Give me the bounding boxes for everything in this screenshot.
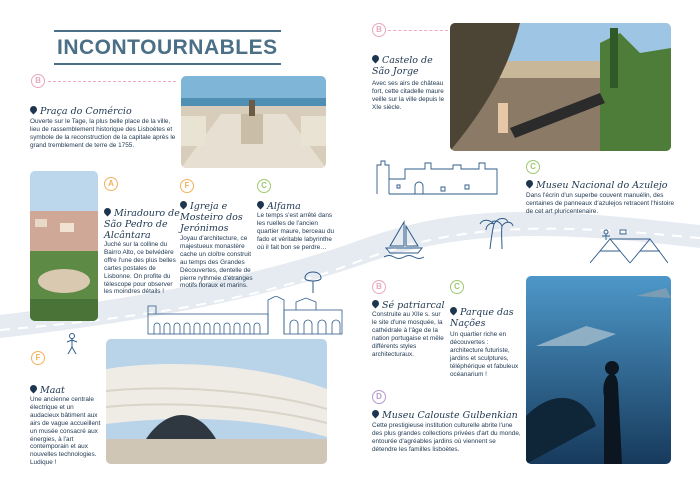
place-desc-se: Construite au XIIe s. sur le site d'une mosquée, la cathédrale à l'âge de la nation portugaise et mêle différents styles architecturaux.: [372, 311, 444, 358]
place-desc-praca: Ouverte sur le Tage, la plus belle place de la ville, lieu de rassemblement historique des Lisboètes et symbole de la reconstruction de la capitale après le grand tremblement de terre de 1755.: [30, 118, 176, 149]
location-pin-icon: [371, 409, 381, 419]
place-name-maat: Maat: [30, 385, 65, 396]
location-pin-icon: [525, 179, 535, 189]
monastery-illustration: [146, 296, 346, 338]
place-name-gulbenkian: Museu Calouste Gulbenkian: [372, 410, 518, 421]
place-name-se: Sé patriarcal: [372, 300, 445, 311]
place-desc-miradouro: Juché sur la colline du Bairro Alto, ce belvédère offre l'une des plus belles cartes postales de Lisbonne. On profite du télescope pour observer les moindres détails !: [104, 241, 176, 296]
badge-se: B: [372, 280, 386, 294]
location-pin-icon: [371, 54, 381, 64]
place-desc-parque: Un quartier riche en découvertes : architecture futuriste, jardins et sculptures, téléphérique et fabuleux océanarium !: [450, 331, 519, 378]
badge-igreja: F: [180, 179, 194, 193]
place-name-igreja: Igreja e Mosteiro dos Jerónimos: [180, 201, 243, 234]
place-name-azulejo: Museu Nacional do Azulejo: [526, 180, 668, 191]
place-name-castelo: Castelo de São Jorge: [372, 55, 433, 77]
badge-gulbenkian: D: [372, 390, 386, 404]
place-name-alfama: Alfama: [257, 201, 301, 212]
badge-azulejo: C: [526, 160, 540, 174]
location-pin-icon: [29, 105, 39, 115]
page-title: INCONTOURNABLES: [54, 30, 281, 65]
dashed-divider: [388, 30, 448, 31]
location-pin-icon: [256, 200, 266, 210]
place-desc-maat: Une ancienne centrale électrique et un audacieux bâtiment aux airs de vague accueillent un musée consacré aux énergies, à l'art contemporain et aux nouvelles technologies. Ludique !: [30, 396, 101, 467]
place-name-miradouro: Miradouro de São Pedro de Alcântara: [104, 208, 180, 241]
photo-maat: [106, 339, 327, 464]
dashed-divider: [48, 81, 176, 82]
tree-icon: [302, 268, 324, 294]
place-desc-castelo: Avec ses airs de château fort, cette citadelle maure veille sur la ville depuis le XIe siècle.: [372, 80, 445, 111]
badge-parque: C: [450, 280, 464, 294]
place-desc-igreja: Joyau d'architecture, ce majestueux monastère cache un cloître construit au temps des Grandes Découvertes, dentelle de pierre rythmée d'étranges motifs floraux et marins.: [180, 235, 253, 290]
place-desc-alfama: Le temps s'est arrêté dans les ruelles de l'ancien quartier maure, berceau du fado et véritable labyrinthe où il fait bon se perdre…: [257, 212, 335, 251]
photo-praca: [181, 76, 326, 168]
cablecar-illustration: [590, 224, 668, 264]
badge-alfama: C: [257, 179, 271, 193]
badge-castelo: B: [372, 23, 386, 37]
badge-praca: B: [31, 74, 45, 88]
place-desc-azulejo: Dans l'écrin d'un superbe couvent manuélin, des centaines de panneaux d'azulejos retracent l'histoire de cet art pluricentenaire.: [526, 192, 675, 215]
location-pin-icon: [179, 200, 189, 210]
castle-illustration: [375, 157, 500, 195]
location-pin-icon: [103, 207, 113, 217]
location-pin-icon: [371, 299, 381, 309]
sailboat-icon: [384, 218, 426, 260]
place-name-praca: Praça do Comércio: [30, 106, 132, 117]
photo-castelo: [450, 23, 671, 151]
place-desc-gulbenkian: Cette prestigieuse institution culturelle abrite l'une des plus grandes collections privées d'art du monde, entourée d'agréables jardins où viennent se détendre les familles lisboètes.: [372, 422, 521, 453]
location-pin-icon: [29, 384, 39, 394]
location-pin-icon: [449, 306, 459, 316]
photo-miradouro: [30, 171, 98, 321]
badge-miradouro: A: [104, 177, 118, 191]
palm-tree-icon: [478, 212, 514, 250]
photo-oceanarium: [526, 276, 671, 464]
place-name-parque: Parque das Nações: [450, 307, 514, 329]
badge-maat: F: [31, 351, 45, 365]
person-icon: [64, 332, 80, 356]
